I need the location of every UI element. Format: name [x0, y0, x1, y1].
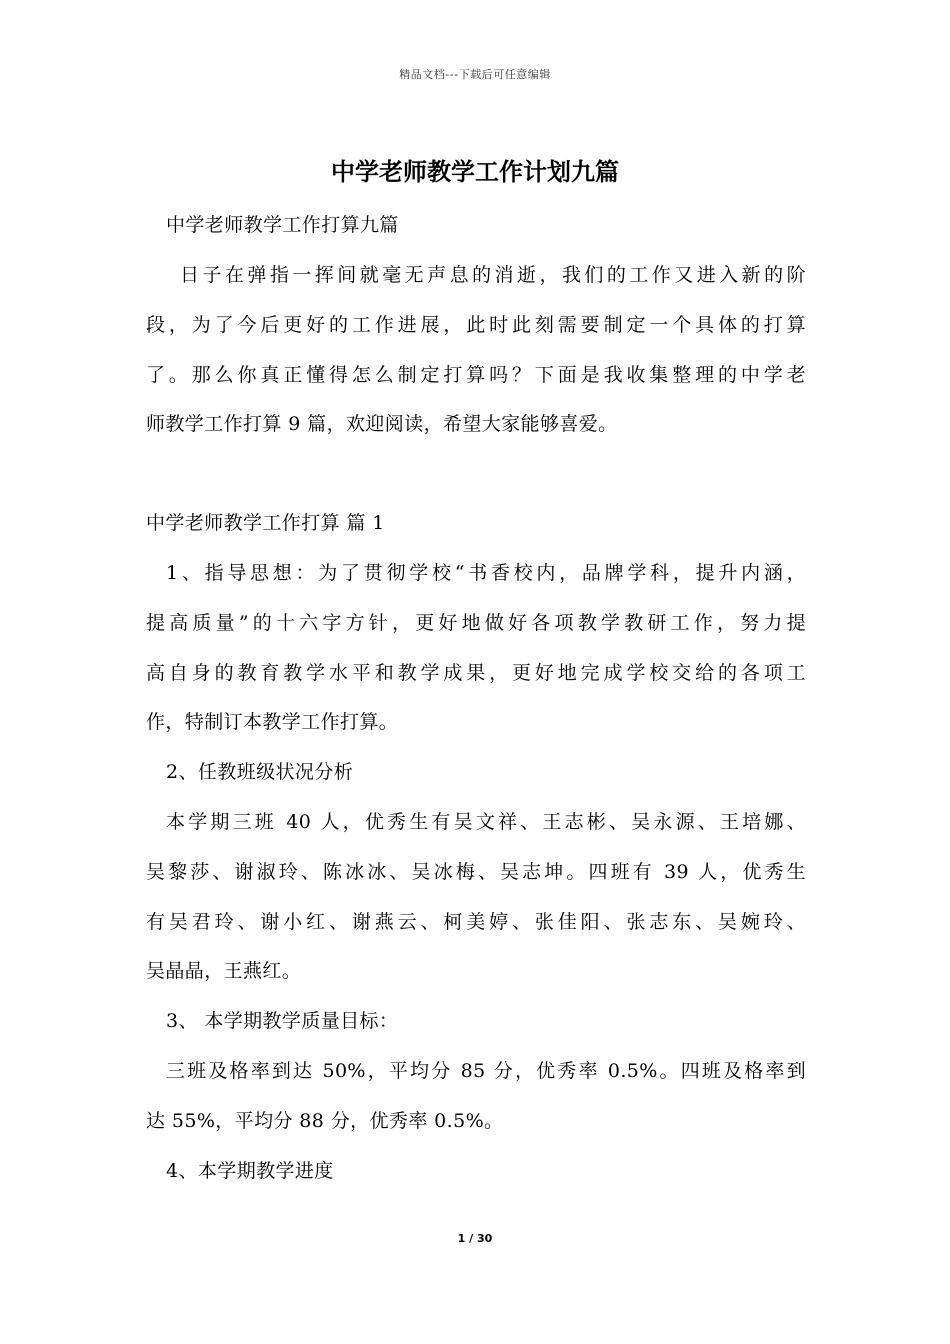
item3-line-2: 达 55%，平均分 88 分，优秀率 0.5%。 [146, 1110, 504, 1132]
item2-line-1: 本学期三班 40 人，优秀生有吴文祥、王志彬、吴永源、王培娜、 [166, 811, 806, 833]
document-title: 中学老师教学工作计划九篇 [331, 158, 619, 186]
item1-line-1: 1、指导思想：为了贯彻学校“书香校内，品牌学科，提升内涵， [166, 562, 806, 584]
item2-heading: 2、任教班级状况分析 [166, 761, 354, 783]
intro-line-4: 师教学工作打算 9 篇，欢迎阅读，希望大家能够喜爱。 [146, 413, 618, 435]
item1-line-4: 作，特制订本教学工作打算。 [146, 711, 399, 733]
item2-line-3: 有吴君玲、谢小红、谢燕云、柯美婷、张佳阳、张志东、吴婉玲、 [146, 911, 806, 933]
item1-line-2: 提高质量”的十六字方针，更好地做好各项教学教研工作，努力提 [146, 612, 806, 634]
item1-line-3: 高自身的教育教学水平和教学成果，更好地完成学校交给的各项工 [146, 662, 806, 684]
item4-heading: 4、本学期教学进度 [166, 1160, 334, 1182]
intro-line-1: 日子在弹指一挥间就毫无声息的消逝，我们的工作又进入新的阶 [180, 264, 806, 286]
page-header: 精品文档---下载后可任意编辑 [399, 68, 551, 81]
item3-line-1: 三班及格率到达 50%，平均分 85 分，优秀率 0.5%。四班及格率到 [166, 1060, 806, 1082]
page-number: 1 / 30 [457, 1232, 493, 1245]
item3-heading: 3、 本学期教学质量目标： [166, 1010, 399, 1032]
subtitle: 中学老师教学工作打算九篇 [166, 214, 399, 236]
section-heading: 中学老师教学工作打算 篇 1 [146, 512, 385, 534]
item2-line-2: 吴黎莎、谢淑玲、陈冰冰、吴冰梅、吴志坤。四班有 39 人，优秀生 [146, 861, 806, 883]
intro-line-3: 了。那么你真正懂得怎么制定打算吗？下面是我收集整理的中学老 [146, 364, 806, 386]
item2-line-4: 吴晶晶，王燕红。 [146, 960, 302, 982]
intro-line-2: 段，为了今后更好的工作进展，此时此刻需要制定一个具体的打算 [146, 314, 806, 336]
